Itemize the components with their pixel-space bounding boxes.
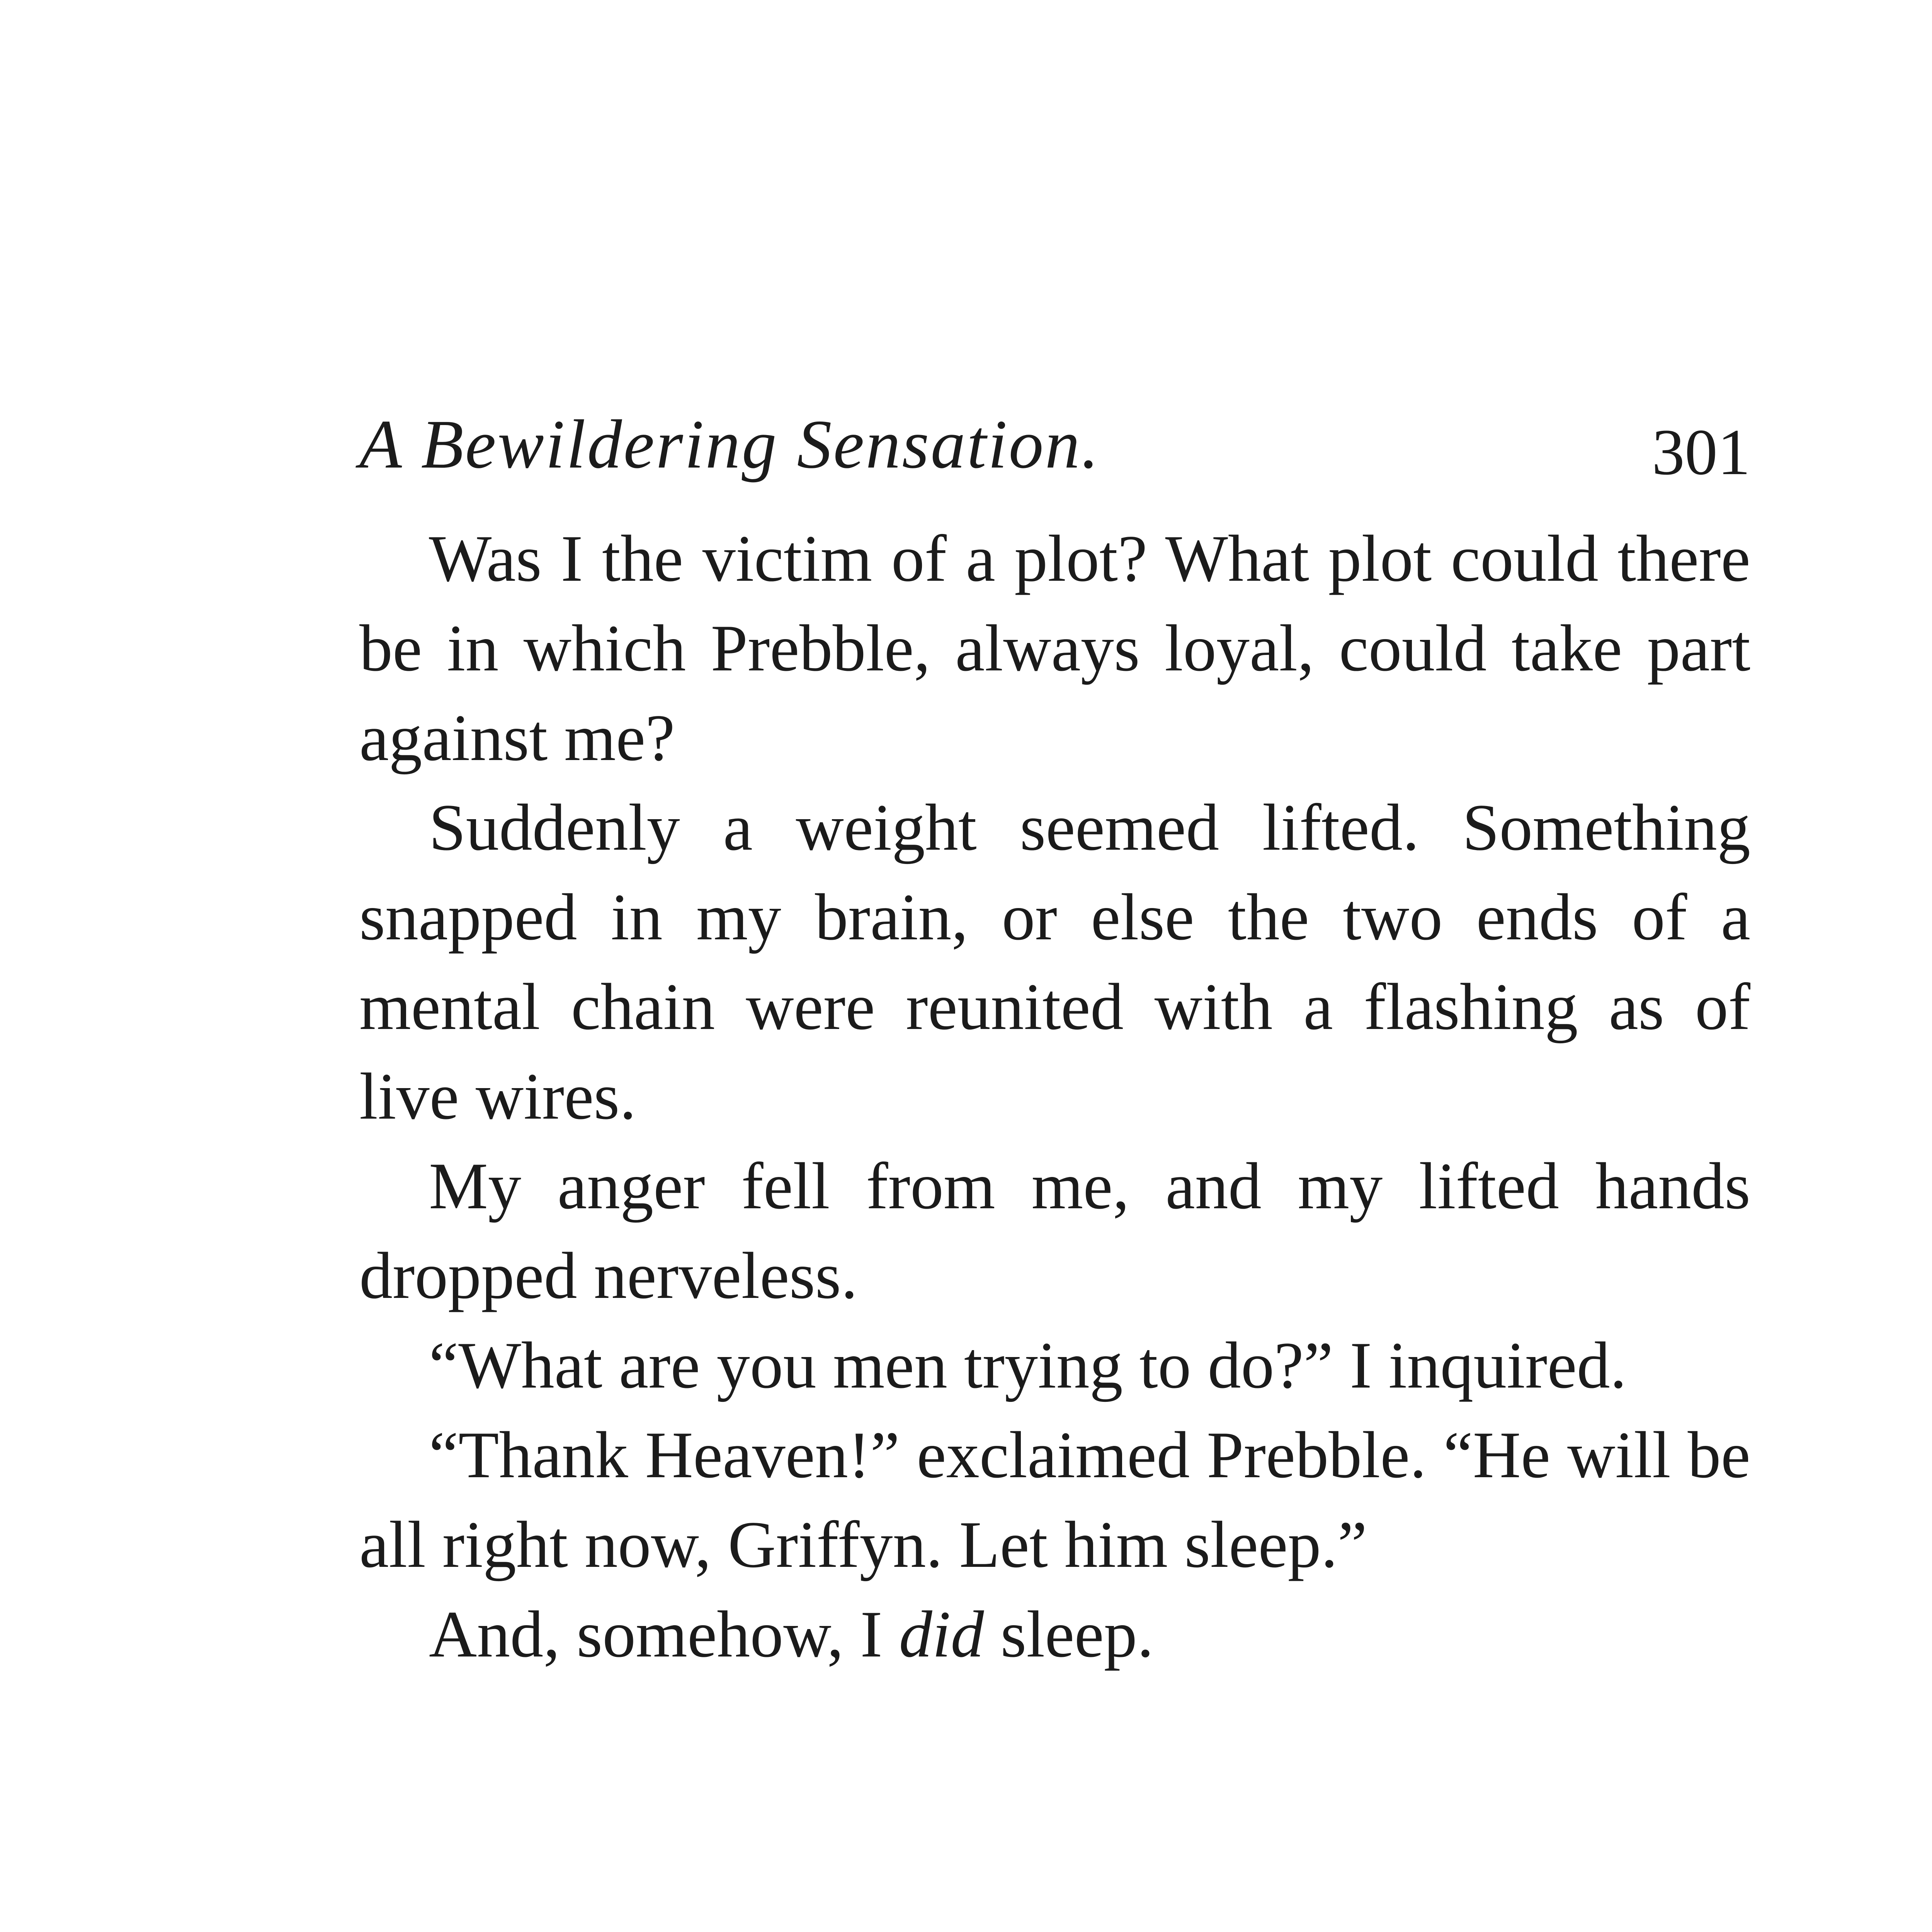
paragraph: Suddenly a weight seemed lifted. Something snapped in my brain, or else the two ends of a mental chain were reunited with a flashing as of live wires. xyxy=(359,791,1750,1133)
running-head xyxy=(359,394,1750,495)
emphasized-word: did xyxy=(899,1598,984,1671)
body-text xyxy=(359,514,1750,1679)
paragraph: “Thank Heaven!” exclaimed Prebble. “He will be all right now, Griffyn. Let him sleep.” xyxy=(359,1418,1750,1582)
paragraph-last xyxy=(359,1590,1750,1679)
paragraph: “What are you men trying to do?” I inquired. xyxy=(429,1329,1627,1402)
last-paragraph-start: And, somehow, I xyxy=(429,1598,899,1671)
paragraph: Was I the victim of a plot? What plot could there be in which Prebble, always loyal, could take part against me? xyxy=(359,522,1750,775)
last-paragraph-end: sleep. xyxy=(984,1598,1154,1671)
page-number: 301 xyxy=(1652,416,1750,488)
paragraph: My anger fell from me, and my lifted hands dropped nerveless. xyxy=(359,1150,1750,1313)
running-title: A Bewildering Sensation. xyxy=(359,406,1100,483)
